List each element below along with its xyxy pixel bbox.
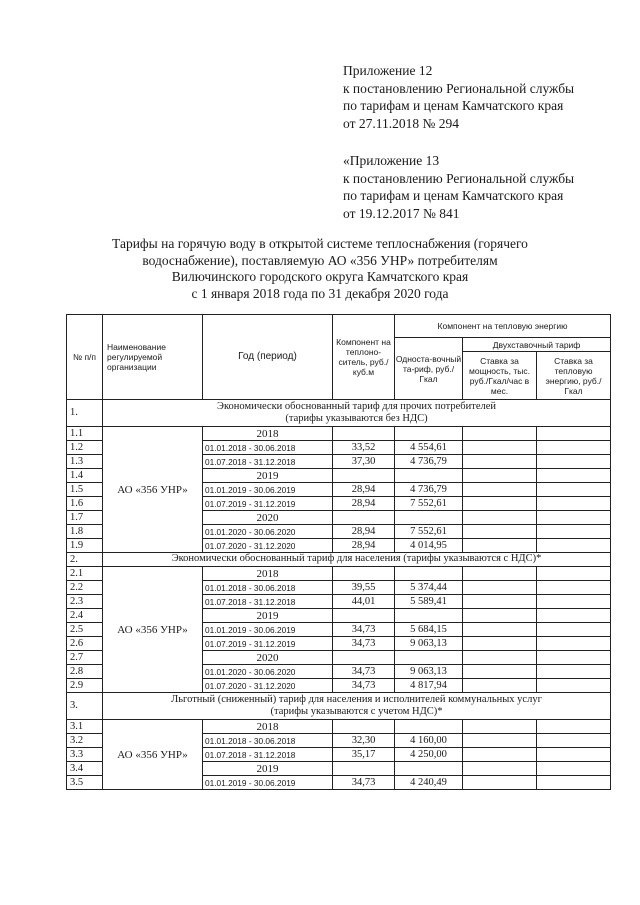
header-period: Год (период): [203, 315, 333, 400]
row-number: 3.1: [67, 720, 103, 734]
carrier-value: 39,55: [333, 581, 395, 595]
period-label: 01.01.2019 - 30.06.2019: [203, 623, 333, 637]
row-number: 3.5: [67, 776, 103, 790]
row-number: 2.1: [67, 567, 103, 581]
carrier-value: 28,94: [333, 483, 395, 497]
section-title-line: (тарифы указываются с учетом НДС)*: [270, 706, 443, 717]
one-part-value: 5 589,41: [395, 595, 463, 609]
section-row: [67, 553, 611, 567]
section-title-line: Экономически обоснованный тариф для прочих потребителей: [217, 400, 496, 412]
capacity-value: [463, 427, 537, 441]
period-label: 01.01.2020 - 30.06.2020: [203, 525, 333, 539]
capacity-value: [463, 441, 537, 455]
row-number: 1.8: [67, 525, 103, 539]
capacity-value: [463, 748, 537, 762]
row-number: 1.2: [67, 441, 103, 455]
carrier-value: 28,94: [333, 497, 395, 511]
section-title-line: Экономически обоснованный тариф для населения (тарифы указываются с НДС)*: [171, 553, 542, 565]
year-label: 2019: [203, 609, 333, 623]
section-title-line: Льготный (сниженный) тариф для населения и исполнителей коммунальных услуг: [171, 693, 542, 705]
one-part-value: 4 554,61: [395, 441, 463, 455]
capacity-value: [463, 581, 537, 595]
energy-value: [537, 623, 611, 637]
year-label: 2020: [203, 511, 333, 525]
period-label: 01.07.2020 - 31.12.2020: [203, 539, 333, 553]
section-title-line: (тарифы указываются без НДС): [285, 413, 428, 424]
row-number: 3.3: [67, 748, 103, 762]
one-part-value: 9 063,13: [395, 637, 463, 651]
capacity-value: [463, 497, 537, 511]
row-number: 1.4: [67, 469, 103, 483]
year-label: 2018: [203, 427, 333, 441]
row-number: 2.8: [67, 665, 103, 679]
energy-value: [537, 595, 611, 609]
carrier-value: [333, 469, 395, 483]
carrier-value: [333, 609, 395, 623]
row-number: 1.9: [67, 539, 103, 553]
row-number: 1.6: [67, 497, 103, 511]
year-label: 2018: [203, 567, 333, 581]
energy-value: [537, 720, 611, 734]
capacity-value: [463, 595, 537, 609]
section-title: [103, 553, 611, 567]
carrier-value: [333, 720, 395, 734]
row-number: 1.5: [67, 483, 103, 497]
energy-value: [537, 497, 611, 511]
appendix-current-line: от 27.11.2018 № 294: [343, 115, 459, 131]
carrier-value: 35,17: [333, 748, 395, 762]
title-line: водоснабжение), поставляемую АО «356 УНР» потребителям: [142, 252, 498, 268]
header-capacity: Ставка за мощность, тыс. руб./Гкал/час в мес.: [463, 352, 537, 400]
one-part-value: 4 250,00: [395, 748, 463, 762]
carrier-value: 28,94: [333, 539, 395, 553]
table-body: [67, 400, 611, 790]
appendix-previous: [343, 152, 574, 222]
year-label: 2020: [203, 651, 333, 665]
period-label: 01.07.2018 - 31.12.2018: [203, 455, 333, 469]
one-part-value: [395, 651, 463, 665]
one-part-value: [395, 609, 463, 623]
period-label: 01.01.2018 - 30.06.2018: [203, 441, 333, 455]
capacity-value: [463, 720, 537, 734]
carrier-value: [333, 511, 395, 525]
energy-value: [537, 776, 611, 790]
period-label: 01.07.2018 - 31.12.2018: [203, 748, 333, 762]
period-label: 01.01.2019 - 30.06.2019: [203, 483, 333, 497]
energy-value: [537, 734, 611, 748]
row-number: 2.2: [67, 581, 103, 595]
energy-value: [537, 469, 611, 483]
year-label: 2019: [203, 762, 333, 776]
year-label: 2019: [203, 469, 333, 483]
energy-value: [537, 511, 611, 525]
section-title: [103, 693, 611, 720]
one-part-value: 7 552,61: [395, 525, 463, 539]
one-part-value: 5 374,44: [395, 581, 463, 595]
carrier-value: 28,94: [333, 525, 395, 539]
one-part-value: [395, 511, 463, 525]
energy-value: [537, 441, 611, 455]
carrier-value: [333, 567, 395, 581]
carrier-value: 37,30: [333, 455, 395, 469]
period-label: 01.07.2020 - 31.12.2020: [203, 679, 333, 693]
carrier-value: [333, 427, 395, 441]
period-label: 01.01.2019 - 30.06.2019: [203, 776, 333, 790]
period-label: 01.01.2018 - 30.06.2018: [203, 734, 333, 748]
row-number: 1.1: [67, 427, 103, 441]
one-part-value: [395, 427, 463, 441]
one-part-value: [395, 720, 463, 734]
capacity-value: [463, 469, 537, 483]
energy-value: [537, 748, 611, 762]
energy-value: [537, 483, 611, 497]
carrier-value: 44,01: [333, 595, 395, 609]
section-row: [67, 693, 611, 720]
carrier-value: 34,73: [333, 623, 395, 637]
capacity-value: [463, 483, 537, 497]
section-row: [67, 400, 611, 427]
appendix-previous-line: от 19.12.2017 № 841: [343, 205, 460, 221]
capacity-value: [463, 734, 537, 748]
one-part-value: [395, 567, 463, 581]
energy-value: [537, 679, 611, 693]
capacity-value: [463, 525, 537, 539]
capacity-value: [463, 762, 537, 776]
table-row: [67, 720, 611, 734]
appendix-current: [343, 62, 574, 132]
appendix-current-line: Приложение 12: [343, 63, 433, 78]
period-label: 01.07.2018 - 31.12.2018: [203, 595, 333, 609]
row-number: 2.4: [67, 609, 103, 623]
one-part-value: 4 817,94: [395, 679, 463, 693]
row-number: 3.2: [67, 734, 103, 748]
capacity-value: [463, 637, 537, 651]
period-label: 01.01.2020 - 30.06.2020: [203, 665, 333, 679]
one-part-value: 7 552,61: [395, 497, 463, 511]
capacity-value: [463, 665, 537, 679]
carrier-value: [333, 762, 395, 776]
row-number: 2.7: [67, 651, 103, 665]
row-number: 2.9: [67, 679, 103, 693]
table-header: [67, 315, 611, 400]
header-one-part: Односта-вочный та-риф, руб./Гкал: [395, 338, 463, 400]
document-title: [100, 236, 540, 302]
carrier-value: 34,73: [333, 776, 395, 790]
header-carrier: Компонент на теплоно-ситель, руб./куб.м: [333, 315, 395, 400]
energy-value: [537, 567, 611, 581]
capacity-value: [463, 679, 537, 693]
one-part-value: 5 684,15: [395, 623, 463, 637]
one-part-value: 4 736,79: [395, 455, 463, 469]
carrier-value: 34,73: [333, 637, 395, 651]
period-label: 01.07.2019 - 31.12.2019: [203, 637, 333, 651]
one-part-value: [395, 469, 463, 483]
header-heat-component: Компонент на тепловую энергию: [395, 315, 611, 338]
energy-value: [537, 651, 611, 665]
one-part-value: 4 160,00: [395, 734, 463, 748]
tariff-table: [66, 314, 611, 790]
row-number: 2.6: [67, 637, 103, 651]
one-part-value: 4 240,49: [395, 776, 463, 790]
header-two-part: Двухставочный тариф: [463, 338, 611, 352]
energy-value: [537, 455, 611, 469]
energy-value: [537, 581, 611, 595]
carrier-value: 34,73: [333, 665, 395, 679]
period-label: 01.07.2019 - 31.12.2019: [203, 497, 333, 511]
header-energy: Ставка за тепловую энергию, руб./Гкал: [537, 352, 611, 400]
carrier-value: 33,52: [333, 441, 395, 455]
capacity-value: [463, 511, 537, 525]
energy-value: [537, 427, 611, 441]
section-title: [103, 400, 611, 427]
organization-name: АО «356 УНР»: [103, 720, 203, 790]
one-part-value: 4 736,79: [395, 483, 463, 497]
energy-value: [537, 637, 611, 651]
title-line: Тарифы на горячую воду в открытой системе теплоснабжения (горячего: [112, 236, 528, 251]
appendix-previous-line: «Приложение 13: [343, 153, 440, 168]
organization-name: АО «356 УНР»: [103, 567, 203, 693]
capacity-value: [463, 623, 537, 637]
capacity-value: [463, 567, 537, 581]
capacity-value: [463, 609, 537, 623]
title-line: Вилючинского городского округа Камчатского края: [171, 269, 469, 284]
row-number: 3.4: [67, 762, 103, 776]
one-part-value: 9 063,13: [395, 665, 463, 679]
row-number: 1.7: [67, 511, 103, 525]
one-part-value: [395, 762, 463, 776]
row-number: 1.3: [67, 455, 103, 469]
energy-value: [537, 525, 611, 539]
carrier-value: [333, 651, 395, 665]
title-line: с 1 января 2018 года по 31 декабря 2020 года: [191, 285, 449, 301]
one-part-value: 4 014,95: [395, 539, 463, 553]
header-num: № п/п: [67, 315, 103, 400]
energy-value: [537, 539, 611, 553]
carrier-value: 34,73: [333, 679, 395, 693]
section-number: 1.: [67, 400, 103, 427]
row-number: 2.5: [67, 623, 103, 637]
header-org: Наименование регулируемой организации: [103, 315, 203, 400]
appendix-previous-line: к постановлению Региональной службы: [343, 170, 575, 186]
appendix-previous-line: по тарифам и ценам Камчатского края: [343, 188, 564, 203]
capacity-value: [463, 776, 537, 790]
section-number: 2.: [67, 553, 103, 567]
appendix-current-line: по тарифам и ценам Камчатского края: [343, 98, 564, 113]
row-number: 2.3: [67, 595, 103, 609]
energy-value: [537, 665, 611, 679]
section-number: 3.: [67, 693, 103, 720]
energy-value: [537, 762, 611, 776]
period-label: 01.01.2018 - 30.06.2018: [203, 581, 333, 595]
appendix-current-line: к постановлению Региональной службы: [343, 80, 575, 96]
capacity-value: [463, 651, 537, 665]
capacity-value: [463, 539, 537, 553]
year-label: 2018: [203, 720, 333, 734]
carrier-value: 32,30: [333, 734, 395, 748]
table-row: [67, 567, 611, 581]
organization-name: АО «356 УНР»: [103, 427, 203, 553]
table-row: [67, 427, 611, 441]
energy-value: [537, 609, 611, 623]
capacity-value: [463, 455, 537, 469]
